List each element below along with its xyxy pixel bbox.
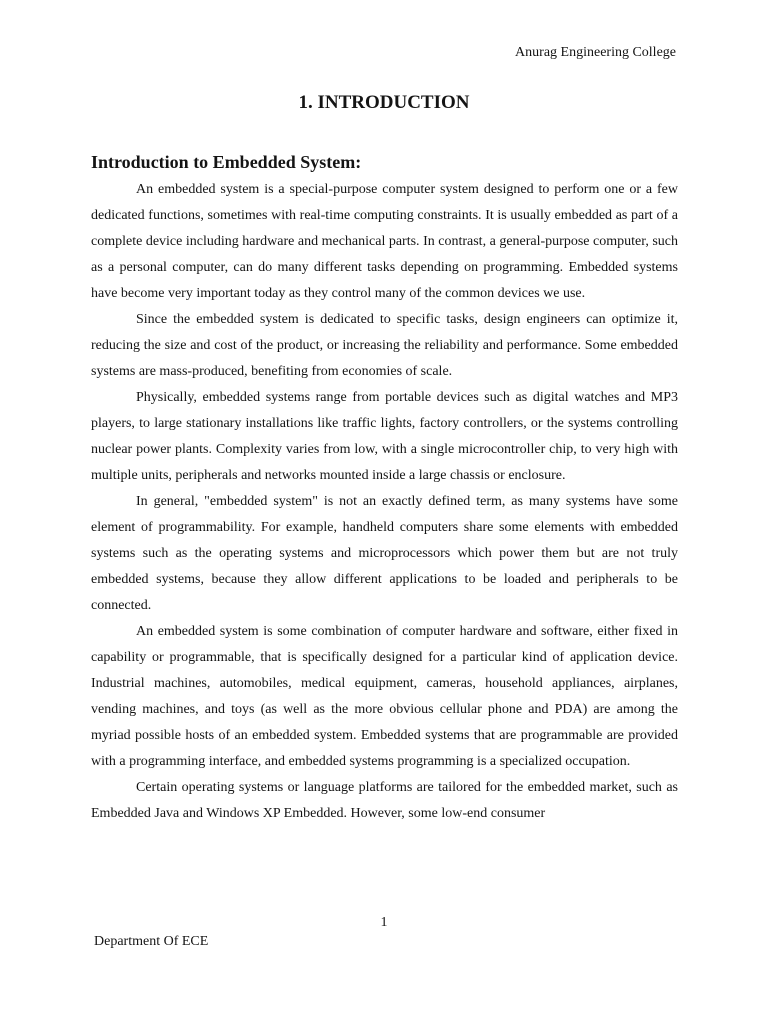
paragraph: In general, "embedded system" is not an exactly defined term, as many systems have some element of programmability. For example, handheld computers share some elements with embedded systems such as the operating systems and microprocessors which power them but are not truly embedded systems, because they allow different applications to be loaded and peripherals to be connected. (91, 494, 678, 613)
page-footer: Department Of ECE (94, 934, 209, 949)
paragraph: Certain operating systems or language platforms are tailored for the embedded market, such as Embedded Java and Windows XP Embedded. However, some low-end consumer (91, 780, 678, 821)
paragraph: An embedded system is some combination of computer hardware and software, either fixed in capability or programmable, that is specifically designed for a particular kind of application device. Industrial machines, automobiles, medical equipment, cameras, household appliances, airplanes, vending machines, and toys (as well as the more obvious cellular phone and PDA) are among the myriad possible hosts of an embedded system. Embedded systems that are programmable are provided with a programming interface, and embedded systems programming is a specialized occupation. (91, 624, 678, 769)
paragraph: Since the embedded system is dedicated to specific tasks, design engineers can optimize it, reducing the size and cost of the product, or increasing the reliability and performance. Some embedded systems are mass-produced, benefiting from economies of scale. (91, 312, 678, 379)
section-heading: Introduction to Embedded System: (91, 152, 362, 172)
chapter-title: 1. INTRODUCTION (298, 92, 470, 113)
page-header: Anurag Engineering College (515, 45, 676, 60)
section-body (91, 177, 678, 827)
paragraph: Physically, embedded systems range from portable devices such as digital watches and MP3 players, to large stationary installations like traffic lights, factory controllers, or the systems controlling nuclear power plants. Complexity varies from low, with a single microcontroller chip, to very high with multiple units, peripherals and networks mounted inside a large chassis or enclosure. (91, 390, 678, 483)
page-number: 1 (380, 915, 388, 930)
paragraph: An embedded system is a special-purpose computer system designed to perform one or a few dedicated functions, sometimes with real-time computing constraints. It is usually embedded as part of a complete device including hardware and mechanical parts. In contrast, a general-purpose computer, such as a personal computer, can do many different tasks depending on programming. Embedded systems have become very important today as they control many of the common devices we use. (91, 182, 678, 301)
